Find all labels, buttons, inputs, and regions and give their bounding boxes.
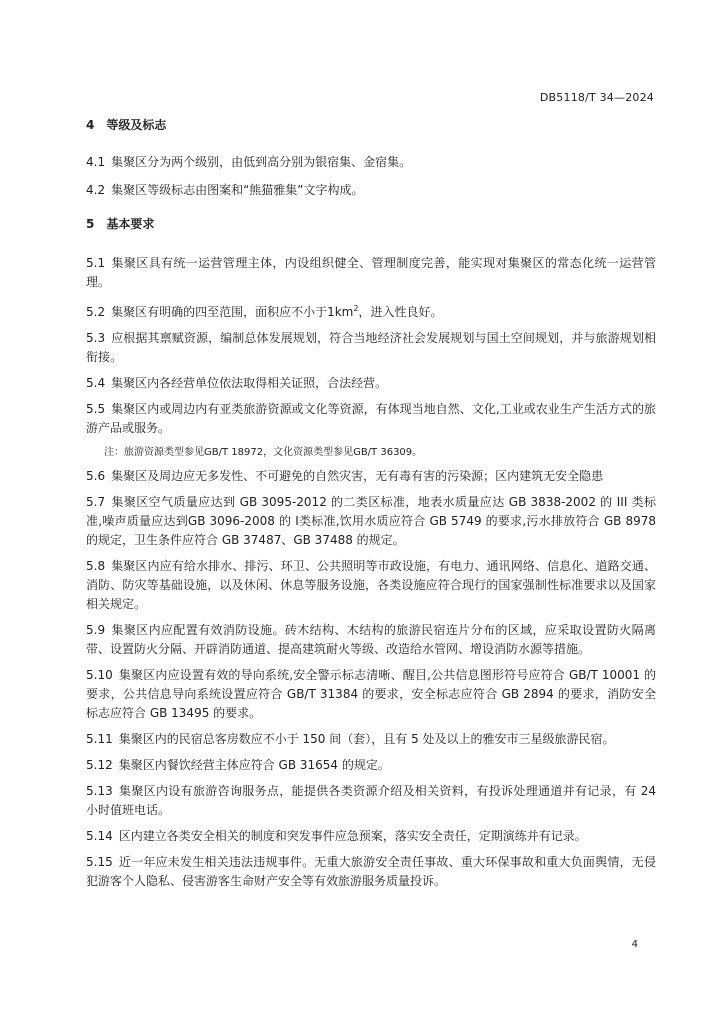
clause-number: 5.15 <box>86 855 113 869</box>
clause-5-3 <box>86 329 656 367</box>
clause-text: 集聚区具有统一运营管理主体，内设组织健全、管理制度完善，能实现对集聚区的常态化统一运营管理。 <box>86 256 656 289</box>
clause-5-5-note: 注：旅游资源类型参见GB/T 18972，文化资源类型参见GB/T 36309。 <box>104 447 423 458</box>
page-number: 4 <box>631 939 638 950</box>
clause-number: 5.10 <box>86 668 113 682</box>
clause-number: 5.3 <box>86 331 106 345</box>
clause-number: 5.6 <box>86 469 106 483</box>
clause-text: 集聚区及周边应无多发性、不可避免的自然灾害，无有毒有害的污染源；区内建筑无安全隐患 <box>111 469 604 483</box>
clause-4-1 <box>86 153 656 172</box>
clause-number: 5.11 <box>86 732 113 746</box>
clause-number: 5.1 <box>86 256 106 270</box>
clause-number: 5.13 <box>86 784 113 798</box>
clause-number: 5.2 <box>86 305 106 319</box>
clause-text: 集聚区内应有给水排水、排污、环卫、公共照明等市政设施，有电力、通讯网络、信息化、道路交通、消防、防灾等基础设施，以及休闲、休息等服务设施，各类设施应符合现行的国家强制性标准要求以及国家相关规定。 <box>86 559 656 611</box>
clause-number: 4.2 <box>86 183 106 197</box>
clause-number: 5.5 <box>86 402 106 416</box>
clause-text: 近一年应未发生相关违法违规事件。无重大旅游安全责任事故、重大环保事故和重大负面舆情，无侵犯游客个人隐私、侵害游客生命财产安全等有效旅游服务质量投诉。 <box>86 855 656 888</box>
clause-5-7 <box>86 493 656 550</box>
clause-text: 集聚区内设有旅游咨询服务点，能提供各类资源介绍及相关资料，有投诉处理通道并有记录，有 24 小时值班电话。 <box>86 784 656 817</box>
clause-text: 区内建立各类安全相关的制度和突发事件应急预案，落实安全责任，定期演练并有记录。 <box>118 829 587 843</box>
clause-text: 集聚区分为两个级别，由低到高分别为银宿集、金宿集。 <box>111 155 412 169</box>
clause-text: 应根据其禀赋资源，编制总体发展规划，符合当地经济社会发展规划与国土空间规划，并与旅游规划相衔接。 <box>86 331 656 364</box>
clause-5-2 <box>86 299 656 322</box>
clause-number: 5.12 <box>86 758 113 772</box>
clause-text: ，进入性良好。 <box>358 305 443 319</box>
document-id: DB5118/T 34—2024 <box>539 91 654 104</box>
clause-text: 集聚区等级标志由图案和“熊猫雅集”文字构成。 <box>111 183 364 197</box>
clause-5-9 <box>86 621 656 659</box>
clause-number: 5.9 <box>86 623 106 637</box>
clause-5-5 <box>86 400 656 438</box>
clause-5-4 <box>86 374 656 393</box>
document-body <box>86 116 656 891</box>
clause-4-2 <box>86 181 656 200</box>
clause-text: 集聚区内应配置有效消防设施。砖木结构、木结构的旅游民宿连片分布的区域，应采取设置防火隔离带、设置防火分隔、开辟消防通道、提高建筑耐火等级、改造给水管网、增设消防水源等措施。 <box>86 623 656 656</box>
clause-text: 集聚区有明确的四至范围，面积应不小于1km <box>111 305 354 319</box>
clause-number: 5.8 <box>86 559 106 573</box>
clause-5-15 <box>86 853 656 891</box>
clause-text: 集聚区内应设置有效的导向系统,安全警示标志清晰、醒目,公共信息图形符号应符合 GB/T 10001 的要求，公共信息导向系统设置应符合 GB/T 31384 的要求，安全标志应符合 GB 2894 的要求，消防安全标志应符合 GB 13495 的要求。 <box>86 668 656 720</box>
clause-5-12 <box>86 756 656 775</box>
clause-number: 4.1 <box>86 155 106 169</box>
clause-text: 集聚区内或周边内有亚类旅游资源或文化等资源，有体现当地自然、文化,工业或农业生产生活方式的旅游产品或服务。 <box>86 402 656 435</box>
clause-5-13 <box>86 782 656 820</box>
section-4-heading: 4 等级及标志 <box>86 118 167 132</box>
clause-number: 5.14 <box>86 829 113 843</box>
clause-5-10 <box>86 666 656 723</box>
superscript: 2 <box>353 304 359 313</box>
section-5-heading: 5 基本要求 <box>86 217 155 231</box>
clause-5-8 <box>86 557 656 614</box>
clause-5-14 <box>86 827 656 846</box>
clause-number: 5.4 <box>86 376 106 390</box>
clause-5-11 <box>86 730 656 749</box>
clause-text: 集聚区内的民宿总客房数应不小于 150 间（套），且有 5 处及以上的雅安市三星级旅游民宿。 <box>118 732 615 746</box>
clause-5-1 <box>86 254 656 292</box>
clause-text: 集聚区内各经营单位依法取得相关证照，合法经营。 <box>111 376 388 390</box>
clause-text: 集聚区空气质量应达到 GB 3095-2012 的二类区标准，地表水质量应达 GB 3838-2002 的 III 类标准,噪声质量应达到GB 3096-2008 的 I类标准,饮用水质应符合 GB 5749 的要求,污水排放符合 GB 8978 的规定，卫生条件应符合 GB 37487、GB 37488 的规定。 <box>86 495 656 547</box>
clause-number: 5.7 <box>86 495 106 509</box>
clause-5-6 <box>86 467 656 486</box>
clause-text: 集聚区内餐饮经营主体应符合 GB 31654 的规定。 <box>118 758 390 772</box>
